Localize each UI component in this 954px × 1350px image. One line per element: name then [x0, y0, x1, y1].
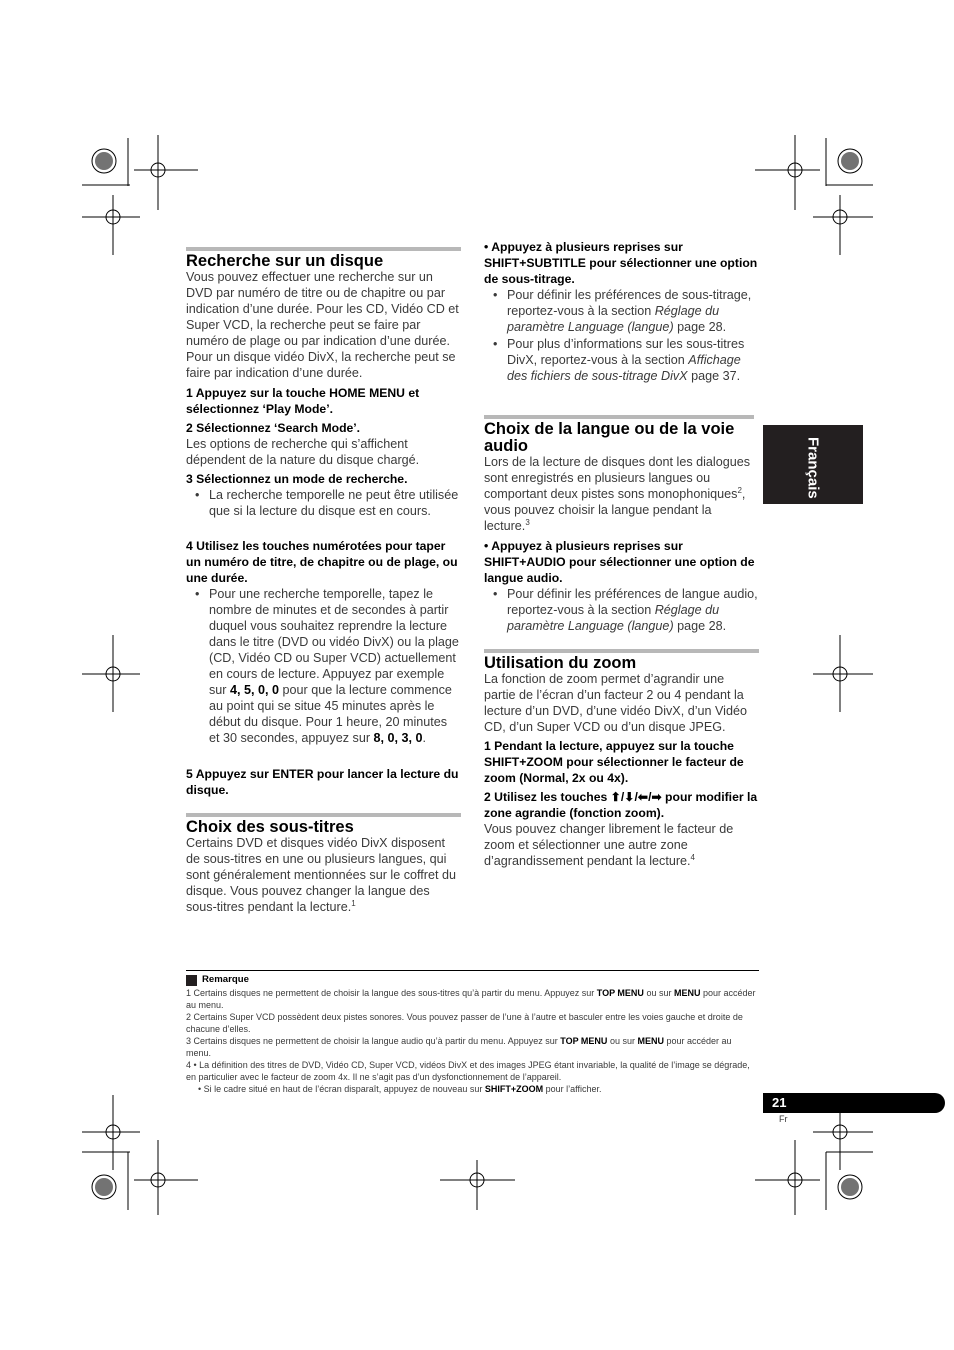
bullet-ref-italic: Affichage des fichiers de sous-titrage DivX — [507, 353, 741, 383]
heading-zoom: Utilisation du zoom — [484, 654, 637, 672]
bullet-page: page 28. — [677, 619, 727, 633]
fn4b-text-a: • Si le cadre situé en haut de l’écran disparaît, appuyez de nouveau sur — [198, 1084, 483, 1094]
search-step-2: 2 Sélectionnez ‘Search Mode’. — [186, 421, 361, 435]
fn3-text-b: ou sur — [609, 1036, 635, 1046]
subtitles-body: Certains DVD et disques vidéo DivX disposent de sous-titres en une ou plusieurs langues, qui sont généralement mentionnées sur le coffret du disque. Vous pouvez changer la langue des sous-titres pendant la lecture. — [186, 836, 456, 914]
fn4b-text-b: pour l’afficher. — [545, 1084, 602, 1094]
notes-section — [186, 970, 759, 1094]
note-icon — [186, 975, 197, 986]
page-number: 21 — [772, 1095, 787, 1110]
fn4b-key: SHIFT+ZOOM — [484, 1084, 544, 1094]
audio-bullet — [507, 586, 759, 634]
zoom-step-2: 2 Utilisez les touches ⬆/⬇/⬅/➡ pour modifier la zone agrandie (fonction zoom). — [484, 790, 758, 821]
search-intro: Vous pouvez effectuer une recherche sur un DVD par numéro de titre ou de chapitre ou par indication d’une durée. Pour les CD, Vidéo CD et Super VCD, la recherche peut se faire par numéro de plage ou par indication d’une durée. Pour un disque vidéo DivX, la recherche peut se faire par indication d’une durée. — [186, 270, 459, 380]
step4-text-a: Pour une recherche temporelle, tapez le nombre de minutes et de secondes à partir duquel vous souhaitez reprendre la lecture dans le titre (DVD ou vidéo DivX) ou la plage (CD, Vidéo CD ou Super VCD) actuellement en cours de lecture. Appuyez par exemple sur — [209, 587, 459, 697]
footnote-ref: 1 — [351, 898, 356, 908]
section-rule — [484, 415, 754, 419]
page-number-tab — [763, 1093, 945, 1113]
footnote-ref: 2 — [737, 485, 742, 495]
page-language: Fr — [779, 1114, 788, 1124]
footnote-ref: 3 — [525, 517, 530, 527]
footnote-2: 2 Certains Super VCD possèdent deux pistes sonores. Vous pouvez passer de l’une à l’autre et basculer entre les voies gauche et droite de chacune d’elles. — [186, 1012, 743, 1034]
section-rule — [186, 813, 461, 817]
bullet-text: Pour plus d’informations sur les sous-titres DivX, reportez-vous à la section — [507, 337, 745, 367]
footnote-1 — [186, 987, 759, 1011]
bullet-page: page 28. — [677, 320, 727, 334]
search-step-3: 3 Sélectionnez un mode de recherche. — [186, 472, 408, 486]
bullet-text: Pour définir les préférences de sous-titrage, reportez-vous à la section — [507, 288, 752, 318]
fn3-key-1: TOP MENU — [560, 1036, 608, 1046]
bullet-text: Pour définir les préférences de langue audio, reportez-vous à la section — [507, 587, 758, 617]
audio-step: • Appuyez à plusieurs reprises sur SHIFT+AUDIO pour sélectionner une option de langue audio. — [484, 539, 755, 586]
audio-text — [484, 454, 759, 534]
fn3-key-2: MENU — [637, 1036, 664, 1046]
language-tab-label: Français — [804, 437, 822, 499]
audio-body-a: Lors de la lecture de disques dont les dialogues sont enregistrés en plusieurs langues ou comportant deux pistes sons monophoniques — [484, 455, 751, 501]
search-step-2-text: Les options de recherche qui s’affichent dépendent de la nature du disque chargé. — [186, 437, 420, 467]
search-step-5: 5 Appuyez sur ENTER pour lancer la lecture du disque. — [186, 767, 459, 798]
search-step-4: 4 Utilisez les touches numérotées pour taper un numéro de titre, de chapitre ou de plage, ou une durée. — [186, 539, 458, 586]
section-rule — [186, 247, 461, 251]
footnote-4: 4 • La définition des titres de DVD, Vidéo CD, Super VCD, vidéos DivX et des images JPEG étant invariable, la qualité de l’image se dégrade, en particulier avec le facteur de zoom 4x. Il ne s’agit pas d’un dysfonctionnement de l’appareil. — [186, 1060, 750, 1082]
fn3-text-a: 3 Certains disques ne permettent de choisir la langue audio qu’à partir du menu. Appuyez sur — [186, 1036, 558, 1046]
footnote-4b — [186, 1083, 759, 1095]
search-step-3-bullet: • La recherche temporelle ne peut être utilisée que si la lecture du disque est en cours. — [209, 487, 461, 519]
fn1-text-b: ou sur — [646, 988, 672, 998]
search-step-1: 1 Appuyez sur la touche HOME MENU et sélectionnez ‘Play Mode’. — [186, 386, 420, 417]
step4-keys-a: 4, 5, 0, 0 — [230, 683, 280, 697]
zoom-step-2-text — [484, 821, 759, 869]
heading-sous-titres: Choix des sous-titres — [186, 818, 354, 836]
zoom-text: La fonction de zoom permet d’agrandir une partie de l’écran d’un facteur 2 ou 4 pendant la lecture d’un DVD, d’une vidéo DivX, d’un Vidéo CD, d’un Super VCD ou d’un disque JPEG. — [484, 672, 747, 734]
subtitle-bullet-2 — [507, 336, 759, 384]
step4-keys-b: 8, 0, 3, 0 — [373, 731, 423, 745]
search-step-4-bullet: • Pour une recherche temporelle, tapez le nombre de minutes et de secondes à partir duquel vous souhaitez reprendre la lecture dans le titre (DVD ou vidéo DivX) ou la plage (CD, Vidéo CD ou Super VCD) actuellement en cours de lecture. Appuyez par exemple sur 4, 5, 0, 0 pour que la lecture commence au point qui se situe 45 minutes après le début du disque. Pour 1 heure, 20 minutes et 30 secondes, appuyez sur 8, 0, 3, 0. — [209, 586, 461, 746]
heading-recherche: Recherche sur un disque — [186, 252, 384, 270]
language-tab — [763, 425, 863, 504]
footnote-3 — [186, 1035, 759, 1059]
subtitles-text — [186, 835, 461, 915]
subtitle-bullet-1 — [507, 287, 759, 335]
audio-body-b: , vous pouvez choisir la langue pendant la lecture. — [484, 487, 746, 533]
fn1-key-2: MENU — [673, 988, 701, 998]
zoom-step-1: 1 Pendant la lecture, appuyez sur la touche SHIFT+ZOOM pour sélectionner le facteur de zoom (Normal, 2x ou 4x). — [484, 739, 744, 786]
heading-audio: Choix de la langue ou de la voie audio — [484, 420, 735, 455]
notes-title: Remarque — [202, 974, 249, 985]
subtitle-step: • Appuyez à plusieurs reprises sur SHIFT+SUBTITLE pour sélectionner une option de sous-titrage. — [484, 240, 758, 287]
zoom-body: Vous pouvez changer librement le facteur de zoom et sélectionner une autre zone d’agrandissement pendant la lecture. — [484, 822, 734, 868]
bullet-ref-italic: Réglage du paramètre Language (langue) — [507, 304, 720, 334]
fn1-text-a: 1 Certains disques ne permettent de choisir la langue des sous-titres qu’à partir du menu. Appuyez sur — [186, 988, 595, 998]
footnote-ref: 4 — [690, 852, 695, 862]
bullet-ref-italic: Réglage du paramètre Language (langue) — [507, 603, 720, 633]
fn1-text-c: pour accéder au menu. — [186, 988, 756, 1010]
step4-text-b: pour que la lecture commence au point qui se situe 45 minutes après le début du disque. Pour 1 heure, 20 minutes et 30 secondes, appuyez sur — [209, 683, 452, 745]
section-rule — [484, 649, 759, 653]
fn3-text-c: pour accéder au menu. — [186, 1036, 732, 1058]
fn1-key-1: TOP MENU — [596, 988, 644, 998]
bullet-page: page 37. — [691, 369, 741, 383]
